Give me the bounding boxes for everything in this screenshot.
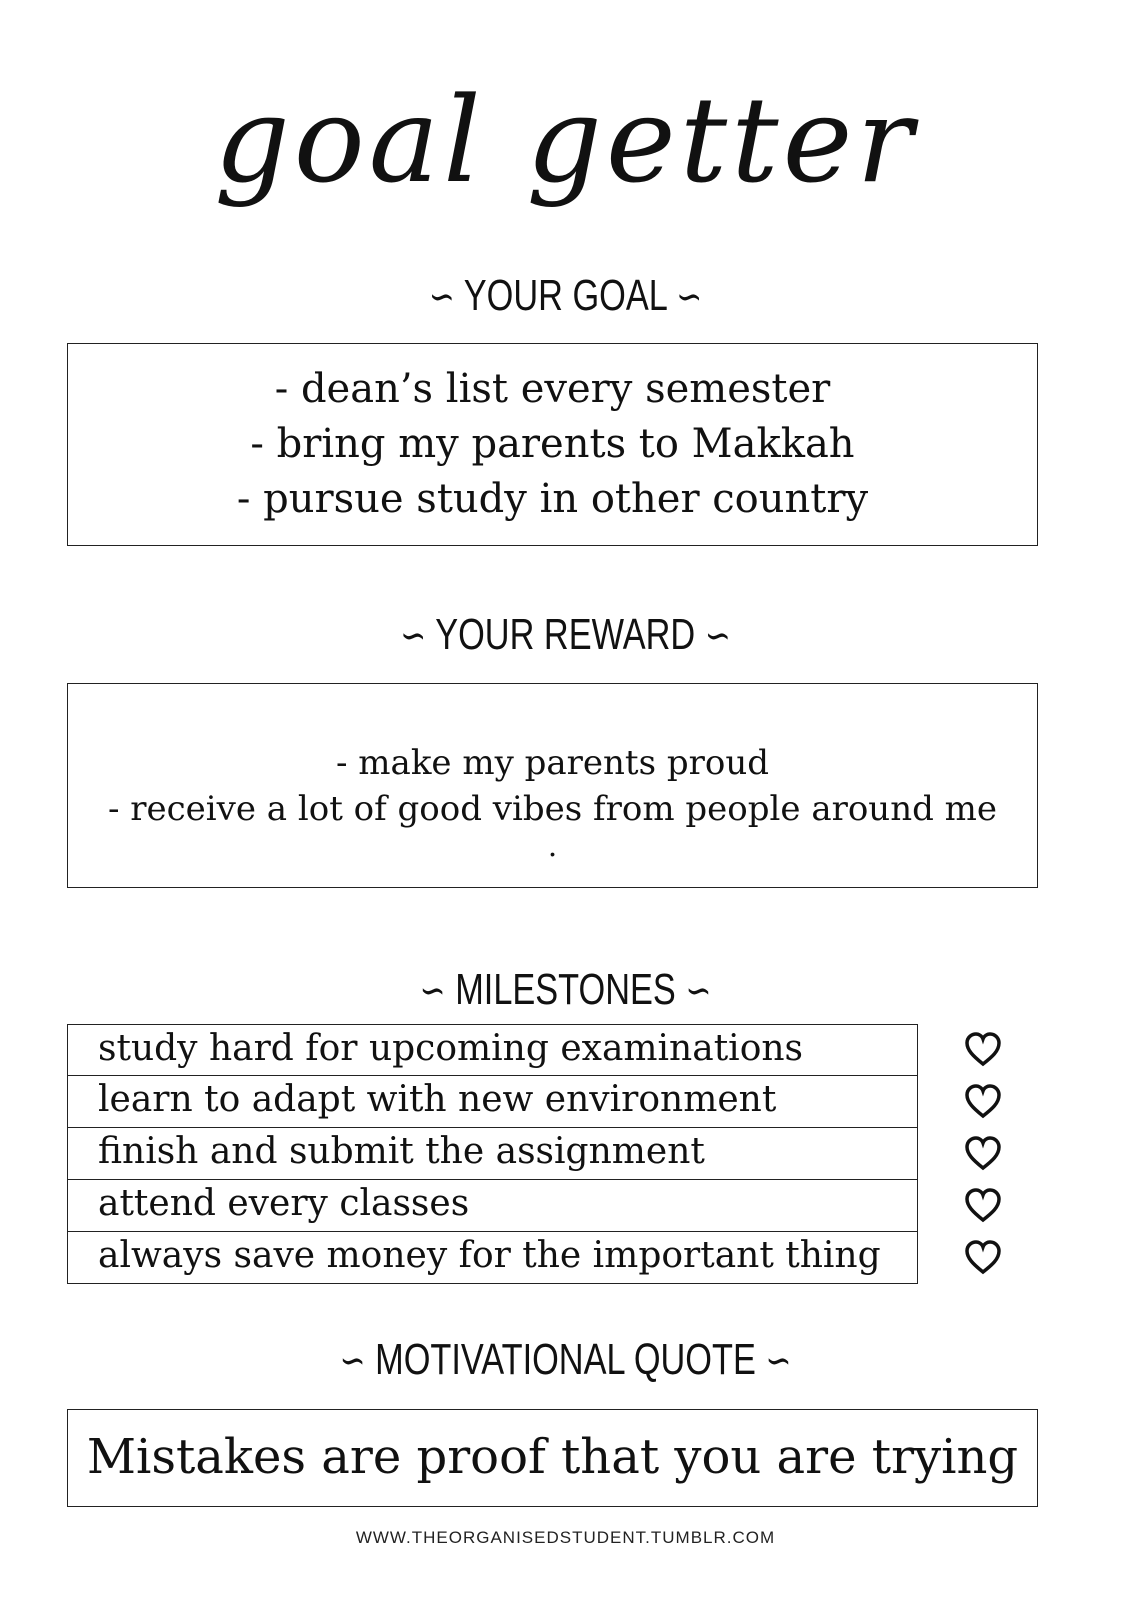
milestone-row: finish and submit the assignment <box>67 1128 918 1180</box>
quote-box <box>67 1409 1038 1507</box>
goal-line: - pursue study in other country <box>236 476 869 522</box>
reward-box <box>67 683 1038 888</box>
swirl-icon-right: ∽ <box>685 968 712 1014</box>
heart-icon[interactable] <box>958 1076 1008 1128</box>
swirl-icon-right: ∽ <box>676 274 703 320</box>
milestone-row: always save money for the important thing <box>67 1232 918 1284</box>
quote-text: Mistakes are proof that you are trying <box>86 1429 1019 1485</box>
reward-heading <box>124 605 1006 666</box>
goal-line: - dean’s list every semester <box>274 366 831 412</box>
reward-line: - make my parents proud <box>336 743 769 783</box>
quote-heading <box>124 1330 1006 1391</box>
swirl-icon-left: ∽ <box>428 274 455 320</box>
swirl-icon-left: ∽ <box>400 613 427 659</box>
goal-heading <box>124 266 1006 327</box>
milestones-table <box>67 1024 918 1284</box>
milestone-row: study hard for upcoming examinations <box>67 1024 918 1076</box>
page-title: goal getter <box>214 71 917 209</box>
footer-url: WWW.THEORGANISEDSTUDENT.TUMBLR.COM <box>355 1528 776 1547</box>
heart-icon[interactable] <box>958 1128 1008 1180</box>
milestone-row: attend every classes <box>67 1180 918 1232</box>
reward-heading-label: YOUR REWARD <box>435 610 696 659</box>
reward-trailing-dot: . <box>547 829 558 864</box>
swirl-icon-right: ∽ <box>704 613 731 659</box>
heart-icon[interactable] <box>958 1232 1008 1284</box>
milestones-heading <box>124 960 1006 1021</box>
milestone-row: learn to adapt with new environment <box>67 1076 918 1128</box>
heart-icon[interactable] <box>958 1180 1008 1232</box>
goal-box <box>67 343 1038 546</box>
swirl-icon-left: ∽ <box>419 968 446 1014</box>
reward-line: - receive a lot of good vibes from people around me <box>107 789 998 829</box>
goal-heading-label: YOUR GOAL <box>463 271 667 320</box>
quote-heading-label: MOTIVATIONAL QUOTE <box>375 1335 756 1384</box>
swirl-icon-left: ∽ <box>339 1338 366 1384</box>
milestone-checkboxes <box>958 1024 1008 1284</box>
milestones-heading-label: MILESTONES <box>455 965 676 1014</box>
heart-icon[interactable] <box>958 1024 1008 1076</box>
swirl-icon-right: ∽ <box>765 1338 792 1384</box>
goal-line: - bring my parents to Makkah <box>250 421 855 467</box>
